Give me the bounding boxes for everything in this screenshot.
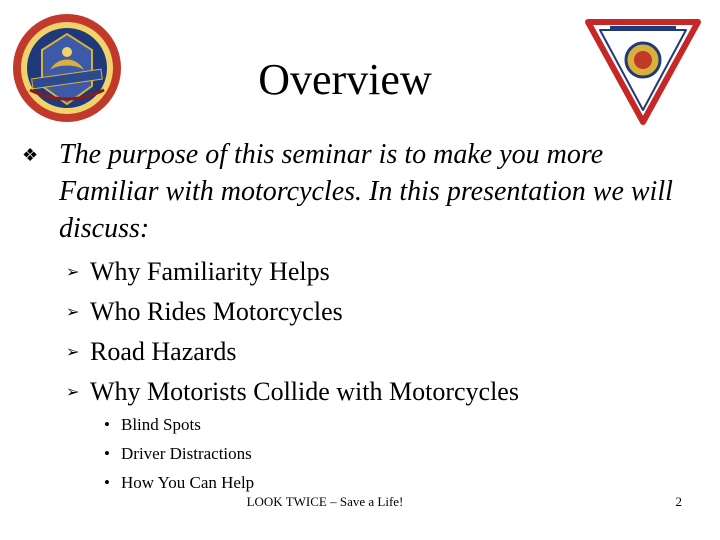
subtopic-list [104,410,254,497]
subtopic-label: Blind Spots [121,415,201,434]
subtopic-label: How You Can Help [121,473,255,492]
topic-label: Why Motorists Collide with Motorcycles [90,377,519,406]
arrowhead-bullet-icon: ➢ [66,342,80,361]
slide-footer: LOOK TWICE – Save a Life! [246,494,404,509]
topic-label: Why Familiarity Helps [90,257,330,286]
dot-bullet-icon: • [104,444,110,463]
topic-label: Who Rides Motorcycles [90,297,343,326]
slide-title: Overview [258,55,432,104]
list-item [104,439,254,468]
arrowhead-bullet-icon: ➢ [66,262,80,281]
dot-bullet-icon: • [104,415,110,434]
diamond-bullet-icon: ❖ [22,145,39,165]
subtopic-label: Driver Distractions [121,444,252,463]
list-item [104,410,254,439]
arrowhead-bullet-icon: ➢ [66,302,80,321]
list-item [66,252,519,292]
topic-list [66,252,519,412]
list-item [104,468,254,497]
topic-label: Road Hazards [90,337,237,366]
list-item [66,332,519,372]
list-item [66,372,519,412]
arrowhead-bullet-icon: ➢ [66,382,80,401]
intro-text: The purpose of this seminar is to make you more Familiar with motorcycles. In this presentation we will discuss: [59,139,673,244]
dot-bullet-icon: • [104,473,110,492]
list-item [66,292,519,332]
page-number: 2 [675,494,682,509]
